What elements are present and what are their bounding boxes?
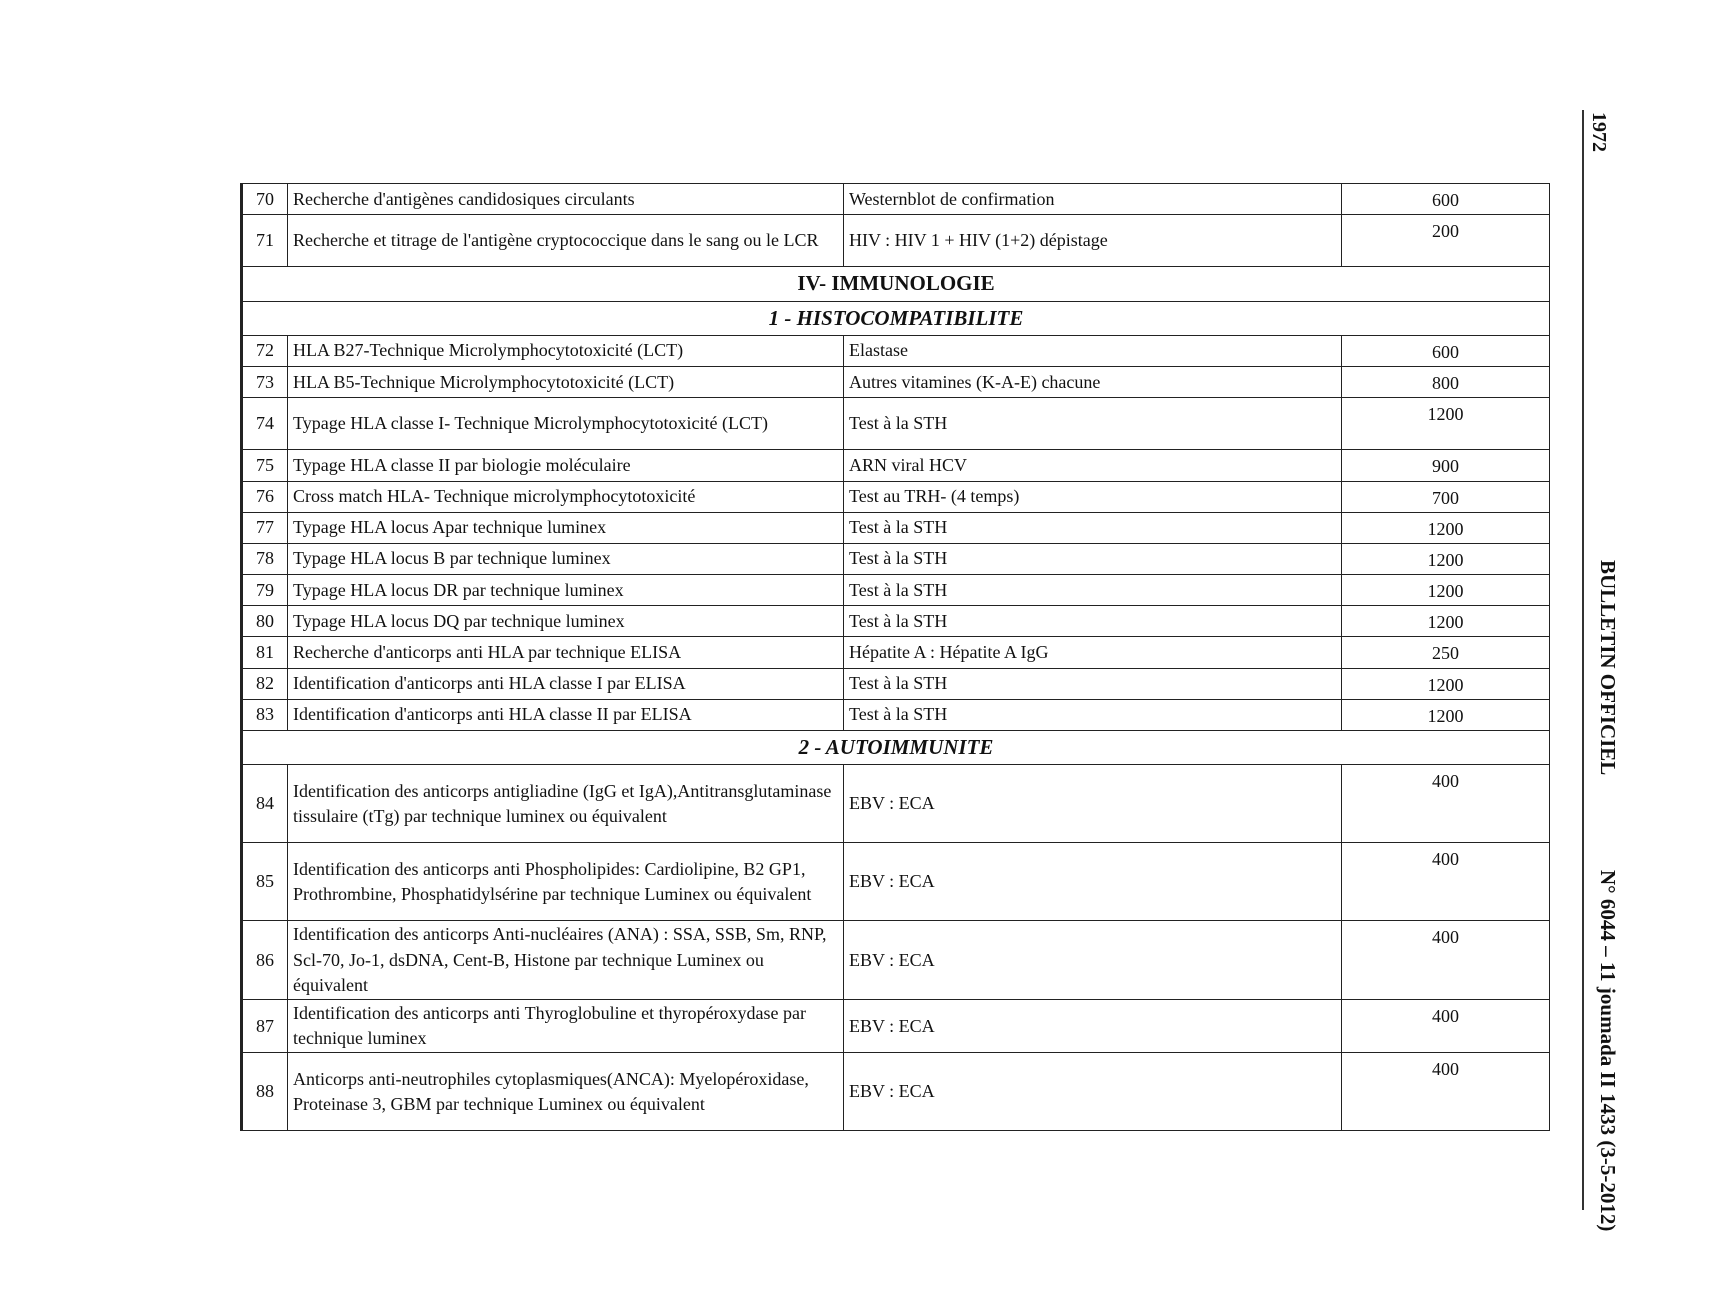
test-label: Test au TRH- (4 temps) [844,481,1342,512]
row-number: 83 [242,699,288,730]
analysis-label: Typage HLA locus Apar technique luminex [288,512,844,543]
row-number: 81 [242,637,288,668]
price-value: 400 [1342,765,1550,843]
table-row [242,398,1550,450]
row-number: 75 [242,450,288,481]
row-number: 86 [242,921,288,1000]
price-value: 400 [1342,921,1550,1000]
table-row [242,215,1550,267]
table-row [242,335,1550,366]
table-row [242,668,1550,699]
tariff-table-wrapper [240,183,1548,1131]
subsection-title-autoimmunite: 2 - AUTOIMMUNITE [242,731,1550,765]
row-number: 85 [242,843,288,921]
analysis-label: Identification des anticorps Anti-nucléaires (ANA) : SSA, SSB, Sm, RNP, Scl-70, Jo-1, dsDNA, Cent-B, Histone par technique Luminex ou équivalent [288,921,844,1000]
row-number: 82 [242,668,288,699]
test-label: ARN viral HCV [844,450,1342,481]
row-number: 80 [242,606,288,637]
analysis-label: Identification des anticorps antigliadine (IgG et IgA),Antitransglutaminase tissulaire (tTg) par technique luminex ou équivalent [288,765,844,843]
table-row [242,184,1550,215]
analysis-label: Identification des anticorps anti Phospholipides: Cardiolipine, B2 GP1, Prothrombine, Phosphatidylsérine par technique Luminex ou équivalent [288,843,844,921]
price-value: 1200 [1342,512,1550,543]
test-label: Test à la STH [844,575,1342,606]
analysis-label: HLA B5-Technique Microlymphocytotoxicité (LCT) [288,367,844,398]
price-value: 1200 [1342,398,1550,450]
row-number: 79 [242,575,288,606]
row-number: 84 [242,765,288,843]
price-value: 600 [1342,184,1550,215]
row-number: 76 [242,481,288,512]
analysis-label: Typage HLA classe I- Technique Microlymphocytotoxicité (LCT) [288,398,844,450]
price-value: 1200 [1342,668,1550,699]
section-row [242,267,1550,301]
row-number: 88 [242,1053,288,1131]
table-row [242,999,1550,1052]
table-row [242,1053,1550,1131]
row-number: 78 [242,543,288,574]
row-number: 77 [242,512,288,543]
test-label: EBV : ECA [844,843,1342,921]
subsection-title-histocompatibilite: 1 - HISTOCOMPATIBILITE [242,301,1550,335]
page-number-text: 1972 [1588,112,1610,152]
test-label: Elastase [844,335,1342,366]
analysis-label: Identification des anticorps anti Thyroglobuline et thyropéroxydase par technique luminex [288,999,844,1052]
table-row [242,606,1550,637]
test-label: Test à la STH [844,512,1342,543]
test-label: Test à la STH [844,606,1342,637]
price-value: 1200 [1342,575,1550,606]
test-label: Test à la STH [844,668,1342,699]
table-row [242,367,1550,398]
table-row [242,512,1550,543]
analysis-label: Anticorps anti-neutrophiles cytoplasmiques(ANCA): Myelopéroxidase, Proteinase 3, GBM par technique Luminex ou équivalent [288,1053,844,1131]
table-row [242,450,1550,481]
test-label: HIV : HIV 1 + HIV (1+2) dépistage [844,215,1342,267]
subsection-row [242,301,1550,335]
section-title: IV- IMMUNOLOGIE [242,267,1550,301]
test-label: Test à la STH [844,699,1342,730]
test-label: EBV : ECA [844,921,1342,1000]
price-value: 1200 [1342,543,1550,574]
test-label: Autres vitamines (K-A-E) chacune [844,367,1342,398]
price-value: 1200 [1342,699,1550,730]
row-number: 87 [242,999,288,1052]
table-row [242,699,1550,730]
issue-info: N° 6044 – 11 joumada II 1433 (3-5-2012) [1596,870,1620,1232]
price-value: 400 [1342,843,1550,921]
test-label: Test à la STH [844,398,1342,450]
tariff-table-body [242,184,1550,1131]
price-value: 800 [1342,367,1550,398]
price-value: 700 [1342,481,1550,512]
test-label: EBV : ECA [844,765,1342,843]
test-label: Hépatite A : Hépatite A IgG [844,637,1342,668]
table-row [242,543,1550,574]
price-value: 250 [1342,637,1550,668]
row-number: 70 [242,184,288,215]
analysis-label: Typage HLA locus DR par technique luminex [288,575,844,606]
test-label: EBV : ECA [844,1053,1342,1131]
row-number: 74 [242,398,288,450]
analysis-label: HLA B27-Technique Microlymphocytotoxicité (LCT) [288,335,844,366]
price-value: 900 [1342,450,1550,481]
page-number [1588,112,1628,172]
analysis-label: Recherche d'antigènes candidosiques circulants [288,184,844,215]
price-value: 400 [1342,1053,1550,1131]
price-value: 400 [1342,999,1550,1052]
tariff-table [240,183,1550,1131]
row-number: 71 [242,215,288,267]
running-header: BULLETIN OFFICIEL [1596,560,1620,776]
table-row [242,637,1550,668]
analysis-label: Typage HLA locus DQ par technique luminex [288,606,844,637]
analysis-label: Recherche et titrage de l'antigène cryptococcique dans le sang ou le LCR [288,215,844,267]
row-number: 72 [242,335,288,366]
test-label: Test à la STH [844,543,1342,574]
table-row [242,921,1550,1000]
table-row [242,843,1550,921]
row-number: 73 [242,367,288,398]
price-value: 600 [1342,335,1550,366]
table-row [242,575,1550,606]
table-row [242,481,1550,512]
analysis-label: Identification d'anticorps anti HLA classe I par ELISA [288,668,844,699]
analysis-label: Recherche d'anticorps anti HLA par technique ELISA [288,637,844,668]
price-value: 1200 [1342,606,1550,637]
price-value: 200 [1342,215,1550,267]
side-header [1596,560,1636,1232]
analysis-label: Cross match HLA- Technique microlymphocytotoxicité [288,481,844,512]
test-label: Westernblot de confirmation [844,184,1342,215]
test-label: EBV : ECA [844,999,1342,1052]
subsection-row [242,731,1550,765]
analysis-label: Identification d'anticorps anti HLA classe II par ELISA [288,699,844,730]
table-row [242,765,1550,843]
side-rule [1582,110,1584,1210]
analysis-label: Typage HLA locus B par technique luminex [288,543,844,574]
analysis-label: Typage HLA classe II par biologie moléculaire [288,450,844,481]
